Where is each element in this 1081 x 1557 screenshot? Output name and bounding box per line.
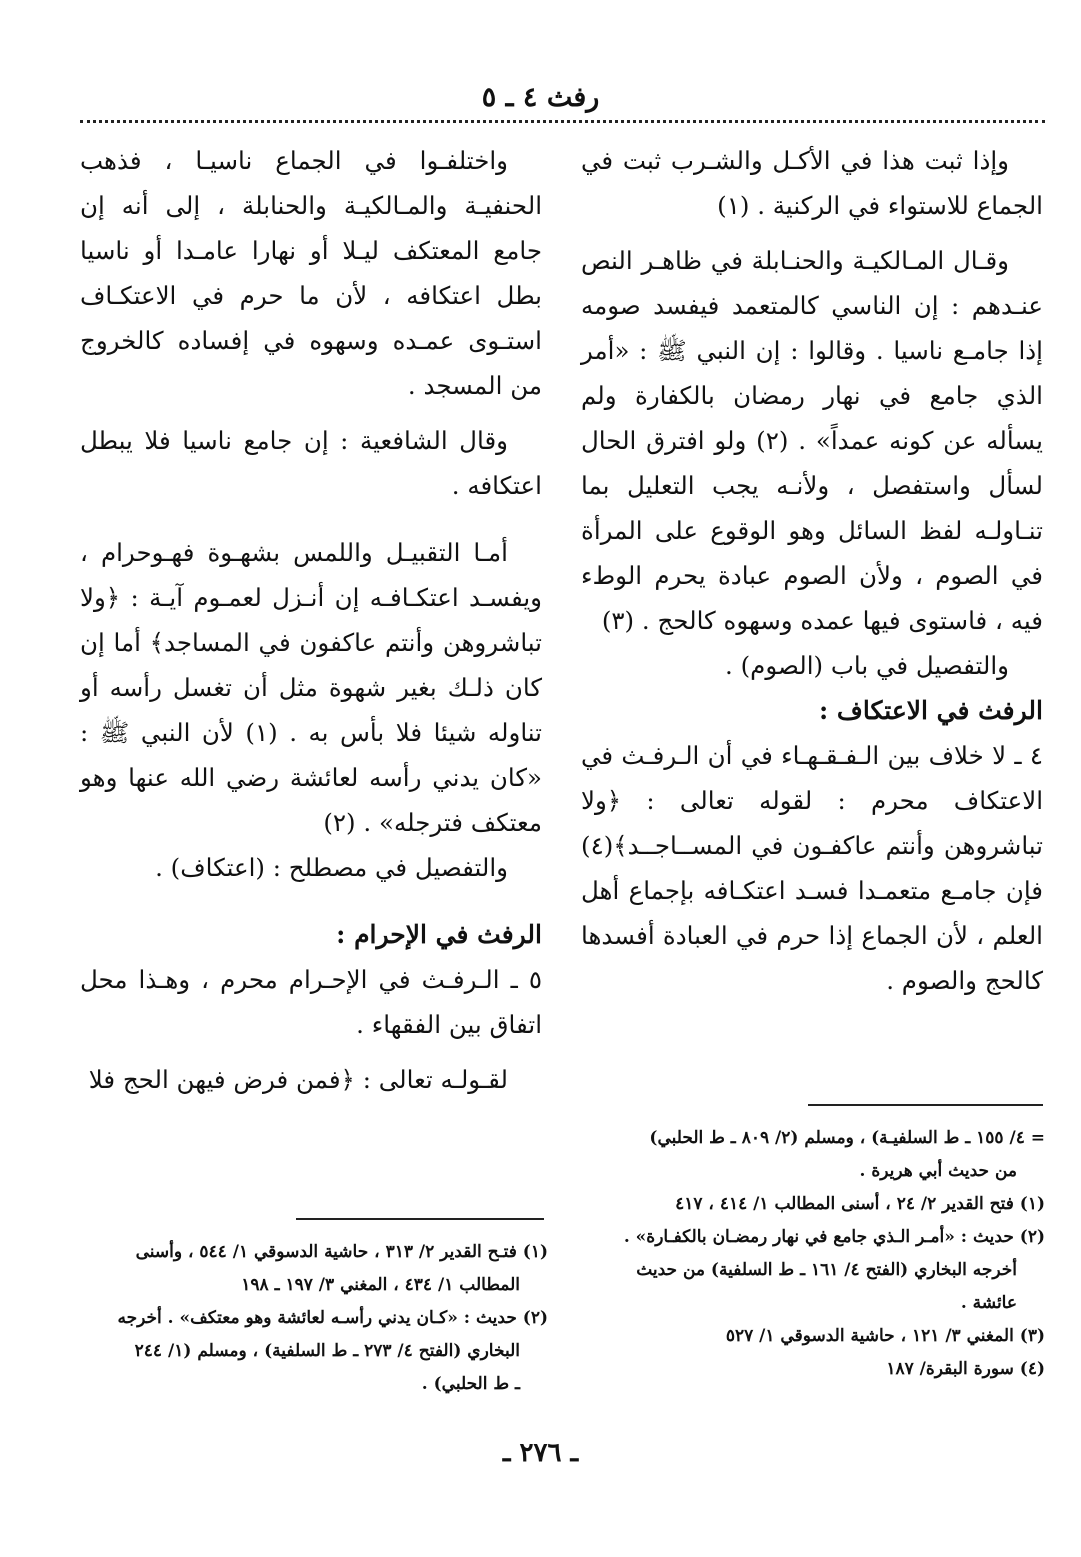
left-paragraph-2: وقال الشافعية : إن جامع ناسيا فلا يبطل اعتكافه . — [80, 426, 542, 500]
footnote-2-line-2: البخاري (الفتح ٤/ ٢٧٣ ـ ط السلفية) ، ومسلم (١/ ٢٤٤ — [134, 1341, 520, 1361]
footnote-continuation: = ٤/ ١٥٥ ـ ط السلفيـة) ، ومسلم (٢/ ٨٠٩ ـ ط الحلبي) — [649, 1128, 1045, 1148]
section-heading-ihram: الرفث في الإحرام : — [336, 920, 542, 949]
right-paragraph-4: ٤ ـ لا خلاف بين الـفـقـهـاء في أن الـرفـث في الاعتكاف محرم : لقوله تعالى : ﴿ولا تباشروهن وأنتم عاكفـون في المســاجــد﴾(٤) فإن جامـع متعمـدا فسـد اعتكـافه بإجماع أهل العلم ، لأن الجماع إذا حرم في العبادة أفسدها كالحج والصوم . — [581, 741, 1043, 995]
left-paragraph-3: أمـا التقبيـل واللمس بشهـوة فهـوحرام ، ويفسـد اعتكـافـه إن أنـزل لعمـوم آيـة : ﴿ولا تباشروهن وأنتم عاكفون في المساجد﴾ أما إن كان ذلـك بغير شهوة مثل أن تغسل رأسه أو تناوله شيئا فلا بأس به . (١) لأن النبي ﷺ : «كان يدني رأسه لعائشة رضي الله عنها وهو معتكف فترجله» . (٢) — [80, 538, 543, 837]
page-number: ـ ٢٧٦ ـ — [502, 1438, 579, 1468]
left-paragraph-1: واختلفـوا في الجماع ناسيـا ، فذهب الحنفيـة والمـالكيـة والحنابلة ، إلى أنه إن جامع المعتكف ليـلا أو نهارا عامـدا أو ناسيا بطل اعتكافه ، لأن ما حرم في الاعتكـاف استـوى عمـده وسهوه في إفساده كالخروج من المسجد . — [80, 146, 542, 400]
section-heading-itikaf: الرفث في الاعتكاف : — [819, 696, 1043, 725]
footnote-2: (٢) حديث : «كـان يدني رأسـه لعائشة وهو معتكف» . أخرجه — [117, 1308, 548, 1328]
left-paragraph-4: والتفصيل في مصطلح : (اعتكاف) . — [155, 853, 508, 882]
footnote-1: (١) فتح القدير ٢/ ٢٤ ، أسنى المطالب ١/ ٤١٤ ، ٤١٧ — [675, 1194, 1045, 1214]
footnote-3: (٣) المغني ٣/ ١٢١ ، حاشية الدسوقي ١/ ٥٢٧ — [725, 1326, 1045, 1346]
right-paragraph-2: وقـال المـالكيـة والحنـابلة في ظاهـر النص عنـدهم : إن الناسي كالمتعمد فيفسد صومه إذا جامـع ناسيا . وقالوا : إن النبي ﷺ : «أمر الذي جامع في نهار رمضان بالكفارة ولم يسأله عن كونه عمداً» . (٢) ولو افترق الحال لسأل واستفصل ، ولأنـه يجب التعليل بما تنـاولـه لفظ السائل وهو الوقوع على المرأة في الصوم ، ولأن الصوم عبادة يحرم الوطء فيه ، فاستوى فيها عمده وسهوه كالحج . (٣) — [581, 246, 1043, 635]
footnote-2-line-2: أخرجه البخاري (الفتح ٤/ ١٦١ ـ ط السلفية) من حديث — [636, 1260, 1017, 1280]
footnotes-left — [78, 1236, 548, 1401]
footnote-2: (٢) حديث : «أمـر الـذي جامع في نهار رمضـان بالكفـارة» . — [623, 1227, 1045, 1247]
left-column — [80, 138, 542, 1102]
right-paragraph-1: وإذا ثبت هذا في الأكـل والشـرب ثبت في الجماع للاستواء في الركنية . (١) — [581, 146, 1043, 220]
right-paragraph-3: والتفصيل في باب (الصوم) . — [725, 651, 1009, 680]
footnote-2-line-3: عائشة . — [960, 1293, 1017, 1313]
footnote-rule-left — [296, 1218, 544, 1220]
running-header: رفث ٤ ـ ٥ — [481, 82, 600, 113]
footnote-4: (٤) سورة البقرة/ ١٨٧ — [886, 1359, 1045, 1379]
footnote-continuation-2: من حديث أبي هريرة . — [859, 1161, 1017, 1181]
left-paragraph-6: لقـولـه تعالى : ﴿فمن فرض فيهن الحج فلا — [88, 1065, 508, 1094]
header-dotted-rule — [80, 120, 1045, 123]
footnote-2-line-3: ـ ط الحلبي) . — [421, 1374, 520, 1394]
right-column — [581, 138, 1043, 1003]
left-paragraph-5: ٥ ـ الـرفـث في الإحـرام محرم ، وهـذا محل اتفاق بين الفقهاء . — [80, 965, 542, 1039]
footnote-rule-right — [808, 1104, 1043, 1106]
footnote-1-line-2: المطالب ١/ ٤٣٤ ، المغني ٣/ ١٩٧ ـ ١٩٨ — [241, 1275, 520, 1295]
footnotes-right — [575, 1122, 1045, 1386]
footnote-1: (١) فتـح القدير ٢/ ٣١٣ ، حاشية الدسوقي ١/ ٥٤٤ ، وأسنى — [135, 1242, 548, 1262]
